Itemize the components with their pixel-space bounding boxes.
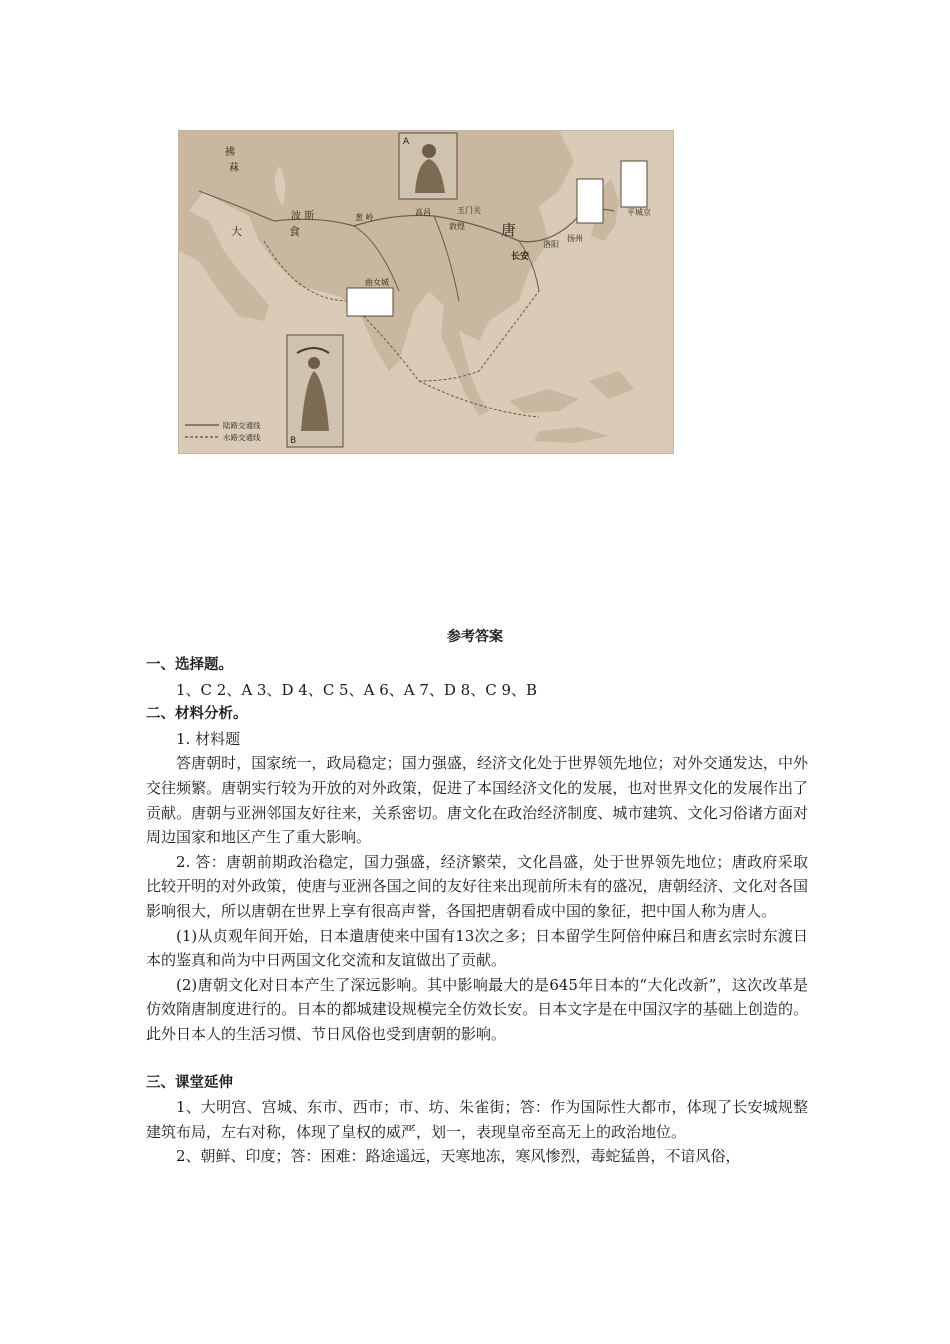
answer-content: [146, 653, 808, 1169]
choice-answers: 1、C 2、A 3、D 4、C 5、A 6、A 7、D 8、C 9、B: [176, 680, 538, 699]
map-label-gaochang: 高昌: [415, 208, 431, 217]
photo-a-label: A: [403, 137, 410, 147]
map-legend: [185, 420, 261, 442]
legend-land-label: 陆路交通线: [223, 421, 261, 430]
map-label-shi: 食: [289, 225, 300, 238]
photo-a: [399, 133, 457, 199]
map-label-yangzhou: 扬州: [567, 234, 583, 243]
material-answer-1: 答唐朝时，国家统一，政局稳定；国力强盛，经济文化处于世界领先地位；对外交通发达，中外交往频繁。唐朝实行较为开放的对外政策，促进了本国经济文化的发展，也对世界文化的发展作出了贡献。唐朝与亚洲邻国友好往来，关系密切。唐文化在政治经济制度、城市建筑、文化习俗诸方面对周边国家和地区产生了重大影响。: [146, 754, 808, 847]
answer-box: [347, 288, 393, 316]
map-label-tang: 唐: [501, 221, 517, 239]
map-label-changan: 长安: [511, 252, 530, 262]
map-label-luoyang: 洛阳: [543, 240, 559, 249]
material-sub-answer-2: (2)唐朝文化对日本产生了深远影响。其中影响最大的是645年日本的“大化改新”，这次改革是仿效隋唐制度进行的。日本的都城建设规模完全仿效长安。日本文字是在中国汉字的基础上创造的。此外日本人的生活习惯、节日风俗也受到唐朝的影响。: [146, 975, 808, 1043]
map-svg: [179, 131, 673, 453]
material-sub-answer-1: (1)从贞观年间开始，日本遣唐使来中国有13次之多；日本留学生阿倍仲麻吕和唐玄宗时东渡日本的鉴真和尚为中日两国文化交流和友谊做出了贡献。: [146, 926, 808, 970]
map-label-congling: 葱 岭: [355, 213, 374, 222]
map-label-bosi: 波 斯: [291, 211, 315, 222]
islands-landmass: [509, 371, 634, 443]
page-title: 参考答案: [447, 629, 503, 645]
legend-water-label: 水路交通线: [223, 433, 261, 442]
material-answer-2: 2. 答：唐朝前期政治稳定，国力强盛，经济繁荣，文化昌盛，处于世界领先地位；唐政府采取比较开明的对外政策，使唐与亚洲各国之间的友好往来出现前所未有的盛况，唐朝经济、文化对各国影响很大，所以唐朝在世界上享有很高声誉，各国把唐朝看成中国的象征，把中国人称为唐人。: [146, 852, 808, 920]
map-label-dunhuang: 敦煌: [449, 222, 465, 231]
answer-box: [577, 179, 603, 223]
section-heading-material: 二、材料分析。: [146, 706, 248, 723]
map-label-pingchengjing: 平城京: [627, 208, 651, 217]
extension-answer-1: 1、大明宫、宫城、东市、西市；市、坊、朱雀街；答：作为国际性大都市，体现了长安城规整建筑布局，左右对称，体现了皇权的威严，划一，表现皇帝至高无上的政治地位。: [146, 1098, 808, 1141]
map-label-da: 大: [231, 225, 242, 238]
extension-answer-2: 2、朝鲜、印度；答：困难：路途遥远，天寒地冻，寒风惨烈，毒蛇猛兽，不谙风俗，: [176, 1147, 741, 1166]
photo-b: [287, 335, 343, 447]
tang-dynasty-map: [178, 130, 674, 454]
photo-b-label: B: [290, 436, 297, 446]
map-label-lin: 菻: [229, 163, 239, 174]
map-label-yumenguan: 玉门关: [457, 206, 481, 215]
material-item-label: 1. 材料题: [176, 729, 241, 748]
map-label-fu: 拂: [225, 147, 235, 158]
section-heading-extension: 三、课堂延伸: [146, 1074, 233, 1091]
answer-box: [621, 161, 647, 207]
map-label-qunucheng: 曲女城: [365, 278, 389, 287]
section-heading-choice: 一、选择题。: [146, 657, 233, 673]
